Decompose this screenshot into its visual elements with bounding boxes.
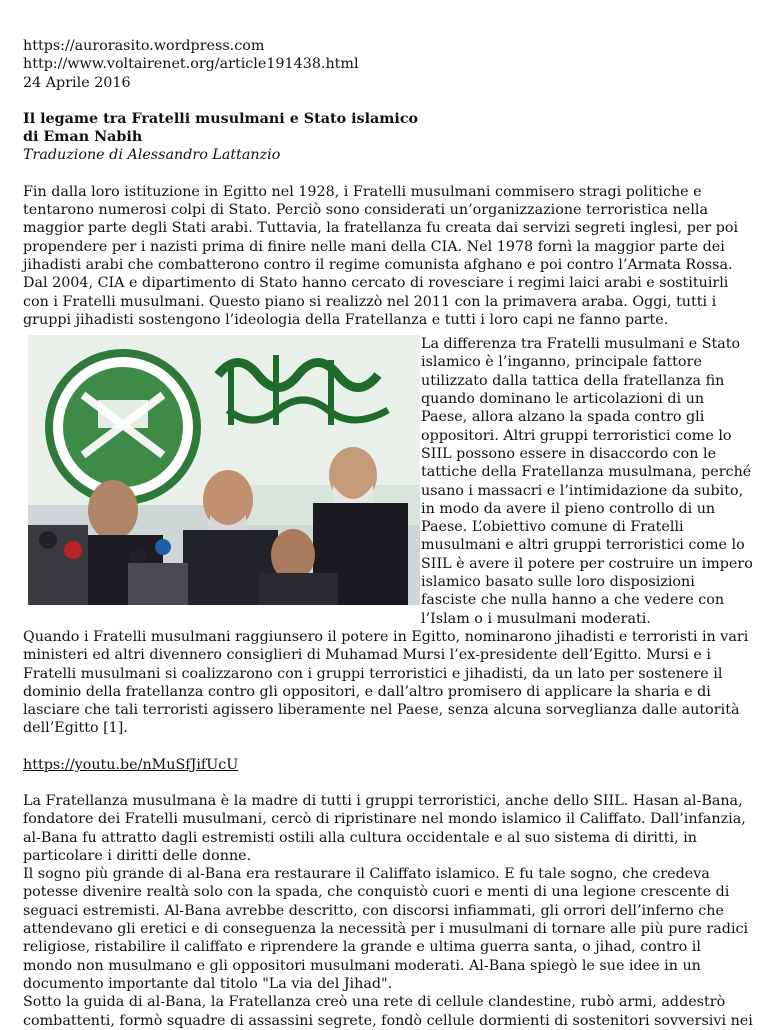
video-link[interactable]: https://youtu.be/nMuSfJifUcU xyxy=(23,756,239,773)
press-conference-photo xyxy=(28,335,420,605)
intro-paragraph: Fin dalla loro istituzione in Egitto nel 1928, i Fratelli musulmani commisero stragi politiche e tentarono numerosi colpi di Stato. Perciò sono considerati un’organizzazione terroristica nella maggior parte degli Stati arabi. Tuttavia, la fratellanza fu creata dai servizi segreti inglesi, per poi propendere per i nazisti prima di finire nelle mani della CIA. Nel 1978 fornì la maggior parte dei jihadisti arabi che combatterono contro il regime comunista afghano e poi contro l’Armata Rossa. Dal 2004, CIA e dipartimento di Stato hanno cercato di rovesciare i regimi laici arabi e sostituirli con i Fratelli musulmani. Questo piano si realizzò nel 2011 con la primavera araba. Oggi, tutti i gruppi jihadisti sostengono l’ideologia della Fratellanza e tutti i loro capi ne fanno parte. xyxy=(23,183,739,328)
image-with-text-block xyxy=(23,335,753,628)
image-side-text: La differenza tra Fratelli musulmani e Stato islamico è l’inganno, principale fattore utilizzato dalla tattica della fratellanza fin quando dominano le articolazioni di un Paese, allora alzano la spada contro gli oppositori. Altri gruppi terroristici come lo SIIL possono essere in disaccordo con le tattiche della Fratellanza musulmana, perché usano i massacri e l’intimidazione da subito, in modo da avere il pieno controllo di un Paese. L’obiettivo comune di Fratelli musulmani e altri gruppi terroristici come lo SIIL è avere il potere per costruire un impero islamico basato sulle loro disposizioni fasciste che nulla hanno a che vedere con l’Islam o i musulmani moderati. xyxy=(421,336,753,627)
article-title: Il legame tra Fratelli musulmani e Stato islamico xyxy=(23,110,419,127)
source-url-1: https://aurorasito.wordpress.com xyxy=(23,38,265,54)
translation-credit: Traduzione di Alessandro Lattanzio xyxy=(23,147,281,164)
source-url-2: http://www.voltairenet.org/article191438.html xyxy=(23,56,359,73)
article-author: di Eman Nabih xyxy=(23,129,143,146)
after-image-paragraph: Quando i Fratelli musulmani raggiunsero il potere in Egitto, nominarono jihadisti e terroristi in vari ministeri ed altri divennero consiglieri di Muhamad Mursi l’ex-presidente dell’Egitto. Mursi e i Fratelli musulmani si coalizzarono con i gruppi terroristici e jihadisti, da un lato per sostenere il dominio della fratellanza contro gli oppositori, e dall’altro promisero di applicare la sharia e di lasciare che tali terroristi agissero liberamente nel Paese, senza alcuna sorveglianza dalle autorità dell’Egitto [1]. xyxy=(23,628,749,737)
paragraph-mother-of-groups: La Fratellanza musulmana è la madre di tutti i gruppi terroristici, anche dello SIIL. Hasan al-Bana, fondatore dei Fratelli musulmani, cercò di ripristinare nel mondo islamico il Califfato. Dall’infanzia, al-Bana fu attratto dagli estremisti ostili alla cultura occidentale e al suo sistema di diritti, in particolare i diritti delle donne. xyxy=(23,792,746,864)
publication-date: 24 Aprile 2016 xyxy=(23,74,131,91)
paragraph-caliphate-dream: Il sogno più grande di al-Bana era restaurare il Califfato islamico. E fu tale sogno, che credeva potesse divenire realtà solo con la spada, che conquistò cuori e menti di una legione crescente di seguaci estremisti. Al-Bana avrebbe descritto, con discorsi infiammati, gli orrori dell’inferno che attendevano gli eretici e di conseguenza la necessità per i musulmani di tornare alle più pure radici religiose, ristabilire il califfato e riprendere la grande e ultima guerra santa, o jihad, contro il mondo non musulmano e gli oppositori musulmani moderati. Al-Bana spiegò le sue idee in un documento importante dal titolo "La via del Jihad". xyxy=(23,866,749,992)
paragraph-clandestine-network: Sotto la guida di al-Bana, la Fratellanza creò una rete di cellule clandestine, rubò armi, addestrò combattenti, formò squadre di assassini segrete, fondò cellule dormienti di sostenitori sovversivi nei xyxy=(23,994,753,1029)
